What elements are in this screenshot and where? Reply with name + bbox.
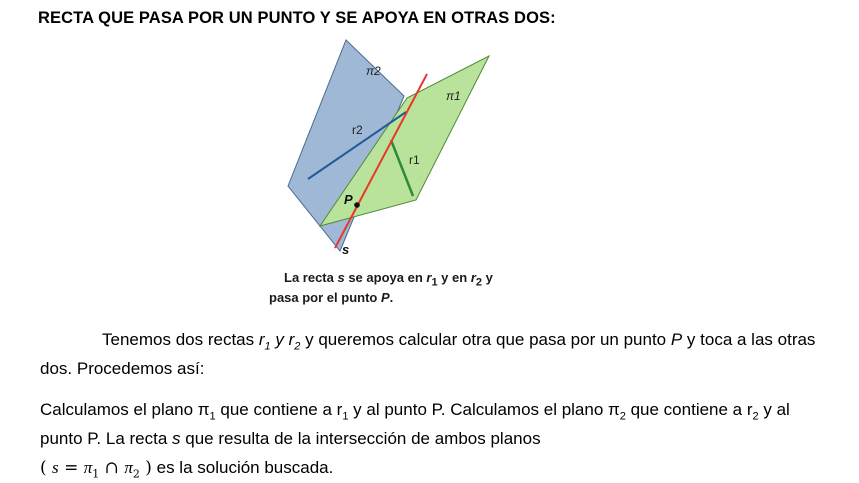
label-r1: r1	[409, 153, 420, 167]
label-s: s	[342, 242, 350, 257]
paragraph-intro: Tenemos dos rectas $r_1$ y $r_2$ y queremos calcular otra que pasa por un punto P y toca a las otras dos. Procedemos así:	[40, 330, 816, 378]
page-title: RECTA QUE PASA POR UN PUNTO Y SE APOYA EN OTRAS DOS:	[38, 9, 556, 27]
geometry-figure	[270, 36, 510, 266]
label-pi2: π2	[366, 64, 381, 78]
label-r2: r2	[352, 123, 363, 137]
label-p: P	[344, 192, 353, 207]
label-pi1: π1	[446, 89, 461, 103]
paragraph-method: Calculamos el plano $\pi_1$ que contiene a $r_1$ y al punto P. Calculamos el plano $\pi_2$ que contiene a $r_2$ y al punto P. La recta s que resulta de la intersección de ambos planos ( $s = \pi_1$ ∩ $\pi_2$ ) es la solución buscada.	[40, 400, 790, 481]
solution-formula: ( $s = \pi_1$ ∩ $\pi_2$ )	[40, 458, 152, 481]
point-p	[354, 202, 360, 208]
figure-caption: La recta s se apoya en $r_1$ y en $r_2$ y pasa por el punto P.	[269, 270, 493, 305]
